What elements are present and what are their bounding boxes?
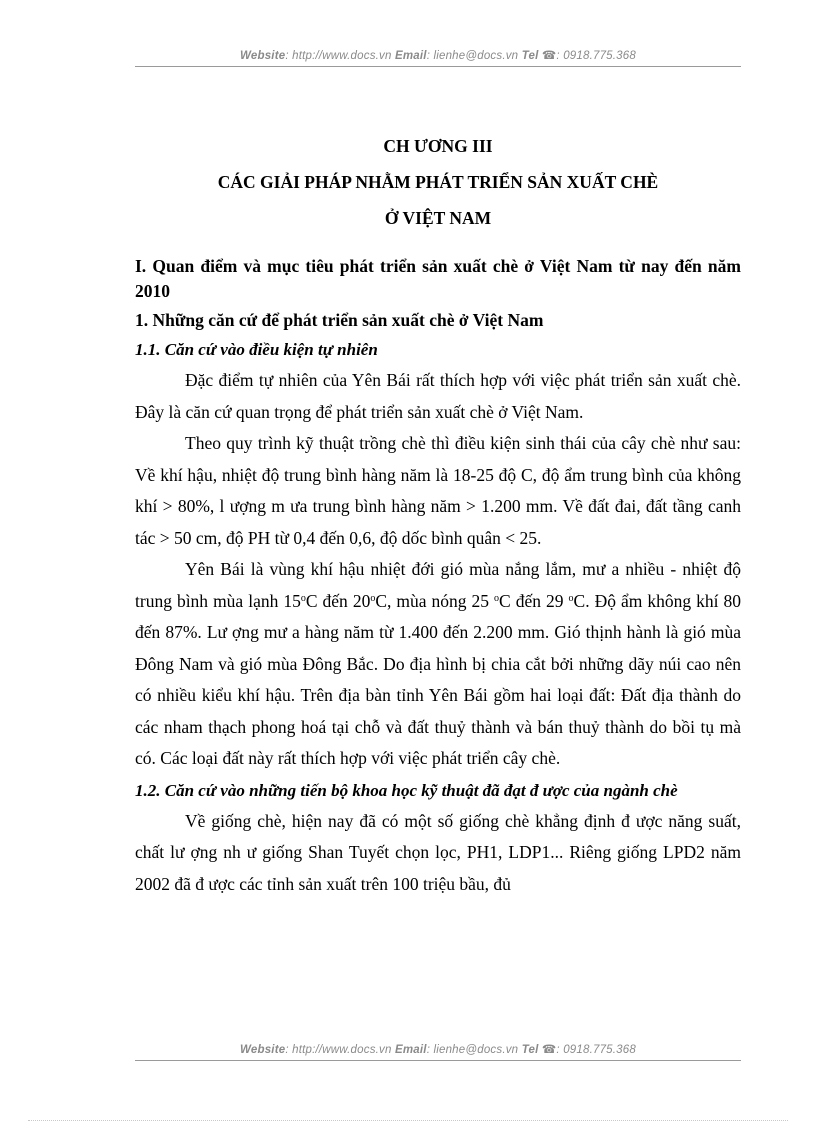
website-value[interactable]: : http://www.docs.vn	[285, 1044, 392, 1056]
website-value[interactable]: : http://www.docs.vn	[285, 50, 392, 62]
subsection-heading: 1. Những căn cứ để phát triển sản xuất chè ở Việt Nam	[135, 310, 544, 330]
email-label: Email	[395, 50, 427, 62]
tel-label: Tel	[521, 50, 539, 62]
paragraph-3: Yên Bái là vùng khí hậu nhiệt đới gió mùa nắng lắm, mư a nhiều - nhiệt độ trung bình mùa lạnh 15$^o$C đến 20$^o$C, mùa nóng 25 $^o$C đến 29 $^o$C. Độ ẩm không khí 80 đến 87%. Lư ợng mư a hàng năm từ 1.400 đến 2.200 mm. Gió thịnh hành là gió mùa Đông Nam và gió mùa Đông Bắc. Do địa hình bị chia cắt bởi những dãy núi cao nên có nhiều kiểu khí hậu. Trên địa bàn tỉnh Yên Bái gồm hai loại đất: Đất địa thành do các nham thạch phong hoá tại chỗ và đất thuỷ thành và bán thuỷ thành do bồi tụ mà có. Các loại đất này rất thích hợp với việc phát triển cây chè.	[135, 559, 741, 768]
phone-icon: ☎	[541, 1044, 557, 1056]
footer-rule	[135, 1060, 741, 1061]
page-header	[135, 48, 741, 62]
email-label: Email	[395, 1044, 427, 1056]
subsubsection-heading-1-1: 1.1. Căn cứ vào điều kiện tự nhiên	[135, 340, 378, 359]
chapter-title-line2: Ở VIỆT NAM	[384, 208, 492, 228]
website-label: Website	[240, 50, 286, 62]
page-edge-divider	[28, 1120, 788, 1121]
header-rule	[135, 66, 741, 67]
email-value[interactable]: : lienhe@docs.vn	[426, 50, 519, 62]
paragraph-1: Đặc điểm tự nhiên của Yên Bái rất thích hợp với việc phát triển sản xuất chè. Đây là căn cứ quan trọng để phát triển sản xuất chè ở Việt Nam.	[135, 370, 741, 422]
website-label: Website	[240, 1044, 286, 1056]
tel-value: : 0918.775.368	[556, 50, 636, 62]
paragraph-4: Về giống chè, hiện nay đã có một số giống chè khẳng định đ ược năng suất, chất lư ợng nh ư giống Shan Tuyết chọn lọc, PH1, LDP1... Riêng giống LPD2 năm 2002 đã đ ược các tỉnh sản xuất trên 100 triệu bầu, đủ	[135, 810, 741, 894]
page-footer	[135, 1042, 741, 1056]
subsubsection-heading-1-2: 1.2. Căn cứ vào những tiến bộ khoa học kỹ thuật đã đạt đ ược của ngành chè	[135, 780, 678, 800]
chapter-title-line1: CÁC GIẢI PHÁP NHẰM PHÁT TRIỂN SẢN XUẤT CHÈ	[217, 172, 659, 192]
paragraph-2: Theo quy trình kỹ thuật trồng chè thì điều kiện sinh thái của cây chè như sau: Về khí hậu, nhiệt độ trung bình hàng năm là 18-25 độ C, độ ẩm trung bình của không khí > 80%, l ượng m ưa trung bình hàng năm > 1.200 mm. Về đất đai, đất tầng canh tác > 50 cm, độ PH từ 0,4 đến 0,6, độ dốc bình quân < 25.	[135, 433, 741, 548]
tel-label: Tel	[521, 1044, 539, 1056]
section-heading: I. Quan điểm và mục tiêu phát triển sản xuất chè ở Việt Nam từ nay đến năm 2010	[135, 256, 741, 301]
document-body	[135, 128, 741, 900]
tel-value: : 0918.775.368	[556, 1044, 636, 1056]
email-value[interactable]: : lienhe@docs.vn	[426, 1044, 519, 1056]
chapter-number: CH ƯƠNG III	[383, 136, 493, 156]
phone-icon: ☎	[541, 50, 557, 62]
